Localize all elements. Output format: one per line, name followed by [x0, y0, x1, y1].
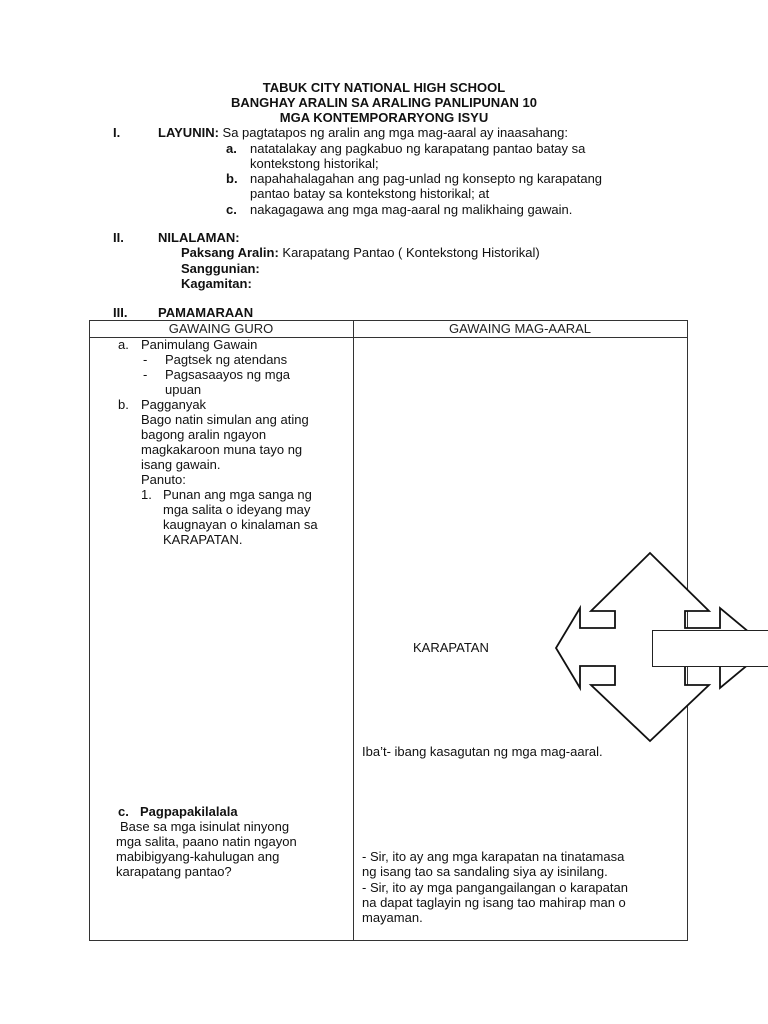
answer-1-line2: ng isang tao sa sandaling siya ay isinilang. — [362, 864, 608, 879]
item-b-text-3: magkakaroon muna tayo ng — [141, 442, 303, 457]
item-c-text-4: karapatang pantao? — [116, 864, 232, 879]
section-number-i: I. — [113, 125, 121, 140]
subject-title: MGA KONTEMPORARYONG ISYU — [279, 110, 489, 125]
lesson-plan-title: BANGHAY ARALIN SA ARALING PANLIPUNAN 10 — [230, 95, 537, 110]
objective-c-line1: nakagagawa ang mga mag-aaral ng malikhaing gawain. — [250, 202, 573, 217]
table-column-divider — [353, 320, 354, 941]
item-a-sub-2-line1: Pagsasaayos ng mga — [165, 367, 291, 382]
item-b-text-4: isang gawain. — [141, 457, 221, 472]
table-left-border — [89, 320, 90, 941]
layunin-line — [158, 125, 568, 140]
diagram-text-box — [652, 630, 768, 667]
layunin-label: LAYUNIN: — [158, 125, 219, 140]
paksa-label: Paksang Aralin: — [181, 245, 279, 260]
answer-1-line1: - Sir, ito ay ang mga karapatan na tinatamasa — [362, 849, 625, 864]
item-b-text-1: Bago natin simulan ang ating — [141, 412, 309, 427]
step-1-number: 1. — [141, 487, 152, 502]
item-c-letter: c. — [118, 804, 129, 819]
objective-a-line2: kontekstong historikal; — [250, 156, 379, 171]
item-a-dash-2: - — [143, 367, 148, 382]
item-a-dash-1: - — [143, 352, 148, 367]
step-1-text-3: kaugnayan o kinalaman sa — [163, 517, 318, 532]
school-name: TABUK CITY NATIONAL HIGH SCHOOL — [262, 80, 506, 95]
answers-note: Iba’t- ibang kasagutan ng mga mag-aaral. — [362, 744, 603, 759]
item-c-title: Pagpapakilalala — [140, 804, 238, 819]
objective-b-line2: pantao batay sa kontekstong historikal; at — [250, 186, 490, 201]
paksa-value: Karapatang Pantao ( Kontekstong Historikal) — [282, 245, 540, 260]
objective-b-letter: b. — [226, 171, 238, 186]
step-1-text-4: KARAPATAN. — [163, 532, 243, 547]
item-a-title: Panimulang Gawain — [141, 337, 258, 352]
sanggunian-label: Sanggunian: — [181, 261, 260, 276]
panuto-label: Panuto: — [141, 472, 186, 487]
kagamitan-label: Kagamitan: — [181, 276, 252, 291]
table-bottom-border — [89, 940, 688, 941]
section-number-iii: III. — [113, 305, 128, 320]
step-1-text-2: mga salita o ideyang may — [163, 502, 311, 517]
section-number-ii: II. — [113, 230, 124, 245]
item-a-letter: a. — [118, 337, 129, 352]
objective-c-letter: c. — [226, 202, 237, 217]
item-a-sub-1: Pagtsek ng atendans — [165, 352, 288, 367]
item-c-text-2: mga salita, paano natin ngayon — [116, 834, 297, 849]
item-b-text-2: bagong aralin ngayon — [141, 427, 267, 442]
answer-2-line3: mayaman. — [362, 910, 423, 925]
step-1-text-1: Punan ang mga sanga ng — [163, 487, 312, 502]
objective-b-line1: napahahalagahan ang pag-unlad ng konsepto ng karapatang — [250, 171, 603, 186]
pamamaraan-label: PAMAMARAAN — [158, 305, 254, 320]
column-header-guro: GAWAING GURO — [168, 321, 274, 336]
item-b-title: Pagganyak — [141, 397, 207, 412]
item-c-text-3: mabibigyang-kahulugan ang — [116, 849, 280, 864]
objective-a-letter: a. — [226, 141, 237, 156]
item-a-sub-2-line2: upuan — [165, 382, 202, 397]
paksa-line — [181, 245, 540, 260]
diagram-center-label: KARAPATAN — [413, 640, 489, 655]
layunin-intro: Sa pagtatapos ng aralin ang mga mag-aaral ay inaasahang: — [222, 125, 569, 140]
nilalaman-label: NILALAMAN: — [158, 230, 240, 245]
item-b-letter: b. — [118, 397, 129, 412]
objective-a-line1: natatalakay ang pagkabuo ng karapatang pantao batay sa — [250, 141, 586, 156]
item-c-text-1: Base sa mga isinulat ninyong — [120, 819, 290, 834]
answer-2-line2: na dapat taglayin ng isang tao mahirap man o — [362, 895, 626, 910]
answer-2-line1: - Sir, ito ay mga pangangailangan o karapatan — [362, 880, 628, 895]
column-header-mag-aaral: GAWAING MAG-AARAL — [448, 321, 592, 336]
